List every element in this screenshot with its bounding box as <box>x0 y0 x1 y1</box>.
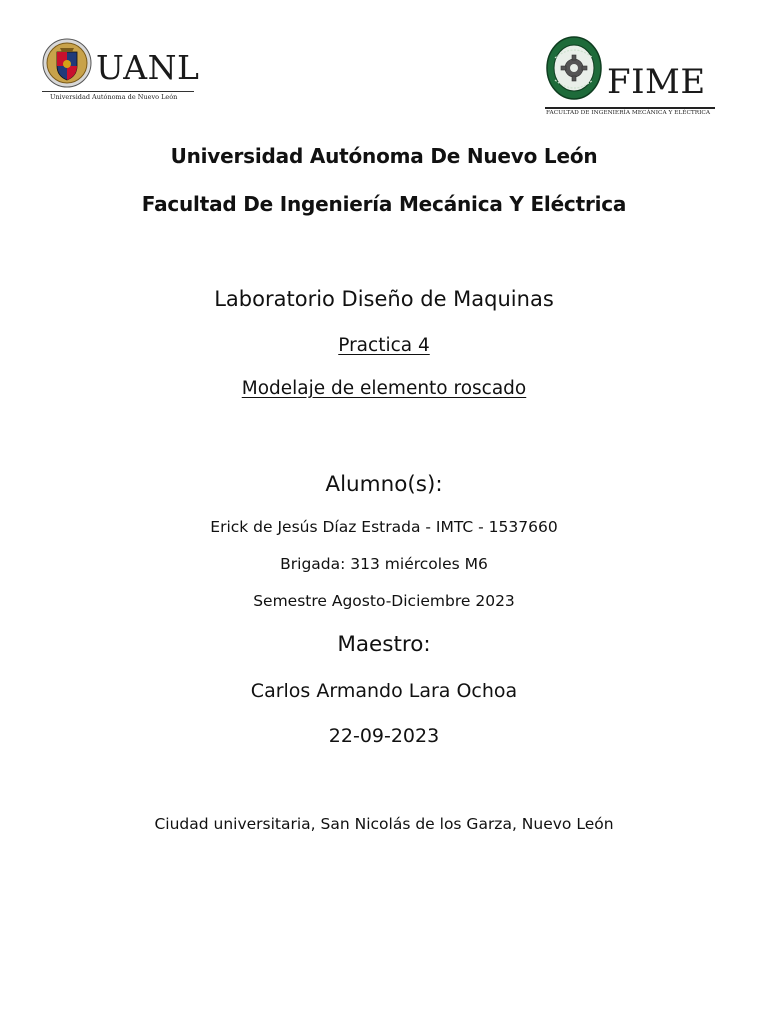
practice-number <box>0 335 768 356</box>
uanl-subtitle: Universidad Autónoma de Nuevo León <box>50 93 178 101</box>
report-date: 22-09-2023 <box>328 725 440 747</box>
fime-subtitle: FACULTAD DE INGENIERÍA MECÁNICA Y ELÉCTRICA <box>546 110 711 116</box>
teacher-name: Carlos Armando Lara Ochoa <box>250 680 518 702</box>
teacher-label: Maestro: <box>337 632 431 657</box>
student-entry: Erick de Jesús Díaz Estrada - IMTC - 1537660 <box>210 518 558 536</box>
practice-topic <box>0 378 768 399</box>
fime-wordmark: FIME <box>607 62 706 102</box>
location: Ciudad universitaria, San Nicolás de los Garza, Nuevo León <box>154 815 614 833</box>
practice-topic-text: Modelaje de elemento roscado <box>241 378 527 399</box>
uanl-wordmark: UANL <box>96 48 200 87</box>
brigade-info: Brigada: 313 miércoles M6 <box>280 555 488 573</box>
university-title: Universidad Autónoma De Nuevo León <box>170 144 598 168</box>
uanl-divider <box>42 91 194 92</box>
practice-number-text: Practica 4 <box>338 335 430 356</box>
semester-info: Semestre Agosto-Diciembre 2023 <box>253 592 515 610</box>
fime-divider <box>545 107 715 109</box>
uanl-shield-icon <box>42 38 92 88</box>
faculty-title: Facultad De Ingeniería Mecánica Y Eléctrica <box>141 192 627 216</box>
fime-seal-icon <box>545 36 603 102</box>
students-label: Alumno(s): <box>325 472 443 497</box>
course-title: Laboratorio Diseño de Maquinas <box>214 287 554 311</box>
fime-logo <box>543 36 719 120</box>
uanl-logo <box>40 38 200 104</box>
